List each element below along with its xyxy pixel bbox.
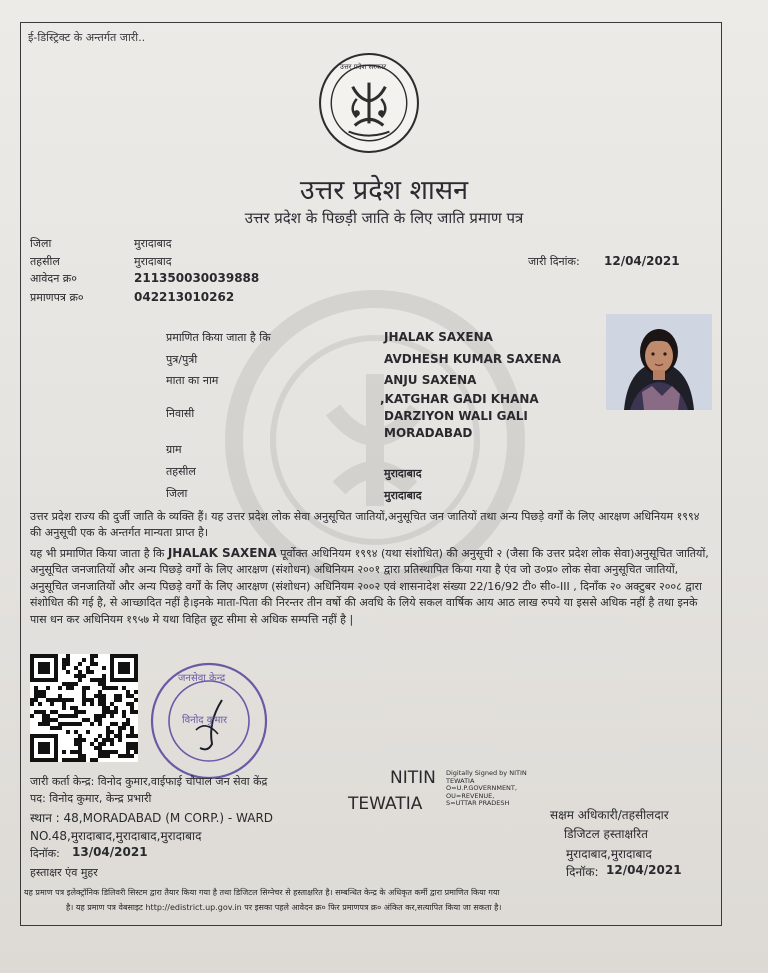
seal-ring-text: जनसेवा केन्द्र <box>178 673 226 684</box>
detail-district-value: मुरादाबाद <box>384 489 422 502</box>
certification-name: JHALAK SAXENA <box>167 546 277 560</box>
jansewa-kendra-seal <box>148 660 270 782</box>
meta-tehsil-value: मुरादाबाद <box>134 255 172 268</box>
digital-sign-line: Digitally Signed by NITIN <box>446 769 527 777</box>
page-title: उत्तर प्रदेश शासन <box>299 175 469 206</box>
address-line2: DARZIYON WALI GALI <box>384 409 528 423</box>
meta-certificate-label: प्रमाणपत्र क्र० <box>30 291 84 304</box>
detail-tehsil-label: तहसील <box>166 465 196 478</box>
application-number: 211350030039888 <box>134 271 260 285</box>
signer-first-name: NITIN <box>390 768 436 788</box>
caste-paragraph: उत्तर प्रदेश राज्य की दुर्जी जाति के व्यक्ति हैं। यह उत्तर प्रदेश लोक सेवा अनुसूचित जातियों,अनुसूचित जन जातियों तथा अन्य पिछड़े वर्गों के लिए आरक्षण अधिनियम १९९४ की अनुसूची एक के अन्तर्गत मान्यता प्राप्त है। <box>30 510 700 540</box>
certified-label: प्रमाणित किया जाता है कि <box>166 331 271 344</box>
detail-tehsil-value: मुरादाबाद <box>384 467 422 480</box>
issuer-place-line2: NO.48,मुरादाबाद,मुरादाबाद,मुरादाबाद <box>30 829 202 843</box>
page-subtitle: उत्तर प्रदेश के पिछ्ड़ी जाति के लिए जाति प्रमाण पत्र <box>244 209 524 227</box>
digital-sign-line: S=UTTAR PRADESH <box>446 799 510 808</box>
signature-seal-label: हस्ताक्षर एंव मुहर <box>30 866 98 879</box>
father-name: AVDHESH KUMAR SAXENA <box>384 352 562 366</box>
signer-last-name: TEWATIA <box>348 794 423 814</box>
meta-tehsil-label: तहसील <box>30 255 60 268</box>
officer-place: मुरादाबाद,मुरादाबाद <box>566 847 652 861</box>
qr-code-icon <box>30 654 138 762</box>
issuer-center: जारी कर्ता केन्द्र: विनोद कुमार,वाईफाई चौपाल जन सेवा केंद्र <box>30 775 268 788</box>
issuer-post: पद: विनोद कुमार, केन्द्र प्रभारी <box>30 792 152 805</box>
applicant-photo <box>606 314 712 410</box>
mother-name: ANJU SAXENA <box>384 373 477 387</box>
certification-text: पूर्वोक्त अधिनियम १९९४ (यथा संशोधित) की अनुसूची २ (जैसा कि उत्तर प्रदेश लोक सेवा)अनुसूचित जातियों, अनुसूचित जनजातियों और अन्य पिछड़े वर्गों के लिए आरक्षण (संशोधन) अधिनियम २००१ द्वारा प्रतिस्थापित किया गया है एंव जो उ०प्र० लोक सेवा अनुसूचित जातियों, अनुसूचित जनजातियों और अन्य पिछड़े वर्गों के लिए आरक्षण (संशोधन) अधिनियम २००२ एवं शासनादेश संख्या 22/16/92 टी० सी०-III , दिनाँक २० अक्टुबर २००८ द्वारा संशोधित की गई है, से आच्छादित नहीं है।इनके माता-पिता की निरन्तर तीन वर्षो की अवधि के लिये सकल वार्षिक आय आठ लाख रुपये या इससे अधिक नहीं है तथा इनके पास धन कर अधिनियम १९५७ मे यथा विहित छूट सीमा से अधिक सम्पत्ति नहीं है | <box>30 547 709 626</box>
village-label: ग्राम <box>166 443 182 456</box>
mother-label: माता का नाम <box>166 374 219 387</box>
address-label: निवासी <box>166 407 195 420</box>
digital-sign-details <box>446 770 527 808</box>
seal-inner-text: विनोद कुमार <box>182 715 228 726</box>
meta-application-label: आवेदन क्र० <box>30 272 77 285</box>
issue-date: 12/04/2021 <box>604 254 680 268</box>
meta-district-value: मुरादाबाद <box>134 237 172 250</box>
emblem-text: उत्तर प्रदेश सरकार <box>340 63 387 71</box>
issue-date-label: जारी दिनांक: <box>528 255 580 268</box>
address-line1: ,KATGHAR GADI KHANA <box>380 392 539 406</box>
certification-paragraph <box>30 545 710 628</box>
digital-sign-line: O=U.P.GOVERNMENT, <box>446 784 517 793</box>
father-label: पुत्र/पुत्री <box>166 353 198 366</box>
disclaimer-line1: यह प्रमाण पत्र इलेक्ट्रॉनिक डिलिवरी सिस्टम द्वारा तैयार किया गया है तथा डिजिटल सिग्नेचर से हस्ताक्षरित है। सम्बन्धित केन्द्र के अधिकृत कर्मी द्वारा प्रमाणित किया गया <box>24 888 500 897</box>
up-government-emblem <box>318 52 420 154</box>
certification-intro: यह भी प्रमाणित किया जाता है कि <box>30 547 165 560</box>
disclaimer-line2: है। यह प्रमाण पत्र वेबसाइट http://edistrict.up.gov.in पर इसका पहले आवेदन क्र० फिर प्रमाणपत्र क्र० अंकित कर,सत्यापित किया जा सकता है। <box>66 903 502 912</box>
meta-district-label: जिला <box>30 237 52 250</box>
certificate-number: 042213010262 <box>134 290 235 304</box>
issued-date-label: दिनॉक: <box>30 847 60 860</box>
officer-date-label: दिनॉक: <box>566 865 599 879</box>
qr-code <box>30 654 138 762</box>
address-line3: MORADABAD <box>384 426 473 440</box>
issued-date: 13/04/2021 <box>72 845 148 859</box>
edistrict-note: ई-डिस्ट्रिक्ट के अन्तर्गत जारी.. <box>28 31 146 44</box>
issuer-place-line1: स्थान : 48,MORADABAD (M CORP.) - WARD <box>30 811 274 825</box>
applicant-name: JHALAK SAXENA <box>384 330 493 344</box>
detail-district-label: जिला <box>166 487 188 500</box>
digital-sign-line: TEWATIA <box>446 776 475 785</box>
officer-sign-status: डिजिटल हस्ताक्षरित <box>564 827 648 841</box>
officer-title: सक्षम अधिकारी/तहसीलदार <box>550 808 669 822</box>
digital-sign-line: OU=REVENUE, <box>446 791 495 800</box>
officer-date: 12/04/2021 <box>606 863 682 877</box>
